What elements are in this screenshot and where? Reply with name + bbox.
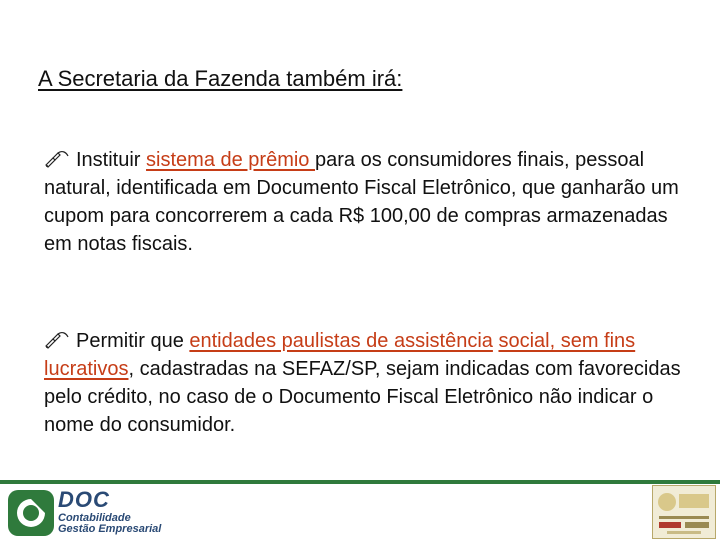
bullet-paragraph-2 (44, 327, 694, 439)
logo-line-2: Gestão Empresarial (58, 523, 162, 535)
bullet-paragraph-1 (44, 146, 694, 258)
paragraph-1-highlight: sistema de prêmio (146, 149, 315, 171)
paragraph-2-highlight-2: social, sem fins lucrativos (44, 330, 636, 380)
pen-pointer-icon (44, 331, 70, 349)
pen-pointer-icon (44, 150, 70, 168)
paragraph-1-lead: Instituir (76, 149, 147, 171)
paragraph-2-highlight-1: entidades paulistas de assistência (189, 330, 493, 352)
footer-divider (0, 480, 720, 484)
paragraph-2-lead: Permitir que (76, 330, 190, 352)
paragraph-1-rest: para os consumidores finais, pessoal natural, identificada em Documento Fiscal Eletrônico, que ganharão um cupom para concorrerem a cada R$ 100,00 de compras armazenadas em notas fiscais. (44, 149, 679, 255)
certification-seal-icon (652, 485, 716, 539)
logo-line-1: Contabilidade (58, 512, 131, 524)
slide-title: A Secretaria da Fazenda também irá: (38, 66, 403, 91)
logo-main-text: DOC (58, 487, 110, 512)
paragraph-2-rest: , cadastradas na SEFAZ/SP, sejam indicadas com favorecidas pelo crédito, no caso de o Documento Fiscal Eletrônico não indicar o nome do consumidor. (44, 358, 681, 436)
